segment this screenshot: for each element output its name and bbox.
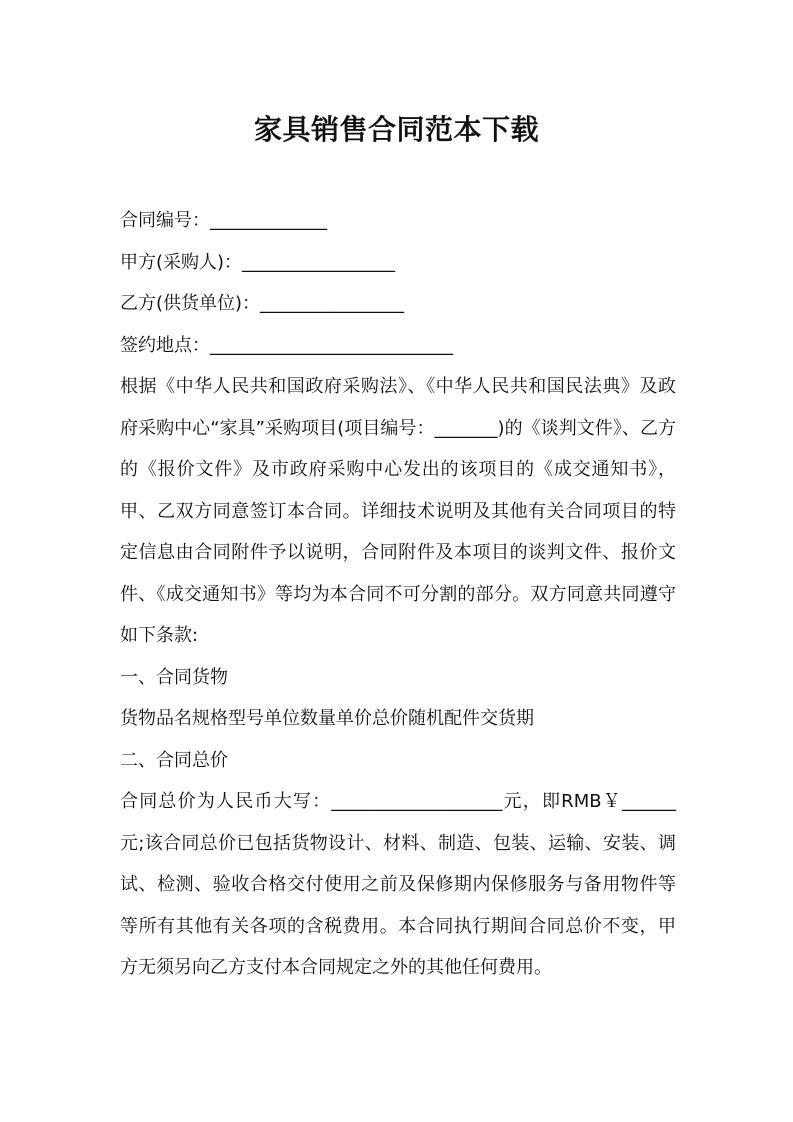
contract-number-field: 合同编号：_____________: [120, 210, 327, 231]
section-heading-goods: 一、合同货物: [120, 666, 228, 688]
party-a-field: 甲方(采购人)：_________________: [120, 251, 396, 273]
total-price-paragraph: 合同总价为人民币大写：___________________元，即RMB￥______元;该合同总价已包括货物设计、材料、制造、包装、运输、安装、调试、检测、验收合格交付使用之前及保修期内保修服务与备用物件等等所有其他有关各项的含税费用。本合同执行期间合同总价不变，甲方无须另向乙方支付本合同规定之外的其他任何费用。: [120, 791, 676, 978]
intro-paragraph: 根据《中华人民共和国政府采购法》、《中华人民共和国民法典》及政府采购中心“家具”采购项目(项目编号：_______)的《谈判文件》、乙方的《报价文件》及市政府采购中心发出的该项目的《成交通知书》，甲、乙双方同意签订本合同。详细技术说明及其他有关合同项目的特定信息由合同附件予以说明，合同附件及本项目的谈判文件、报价文件、《成交通知书》等均为本合同不可分割的部分。双方同意共同遵守如下条款:: [120, 376, 676, 646]
document-body: [120, 200, 676, 989]
party-b-field: 乙方(供货单位)：________________: [120, 293, 405, 314]
signing-place-field: 签约地点：___________________________: [120, 334, 453, 356]
document-title: 家具销售合同范本下载: [253, 113, 539, 146]
section-heading-total-price: 二、合同总价: [120, 749, 228, 771]
goods-column-headers: 货物品名规格型号单位数量单价总价随机配件交货期: [120, 708, 534, 729]
